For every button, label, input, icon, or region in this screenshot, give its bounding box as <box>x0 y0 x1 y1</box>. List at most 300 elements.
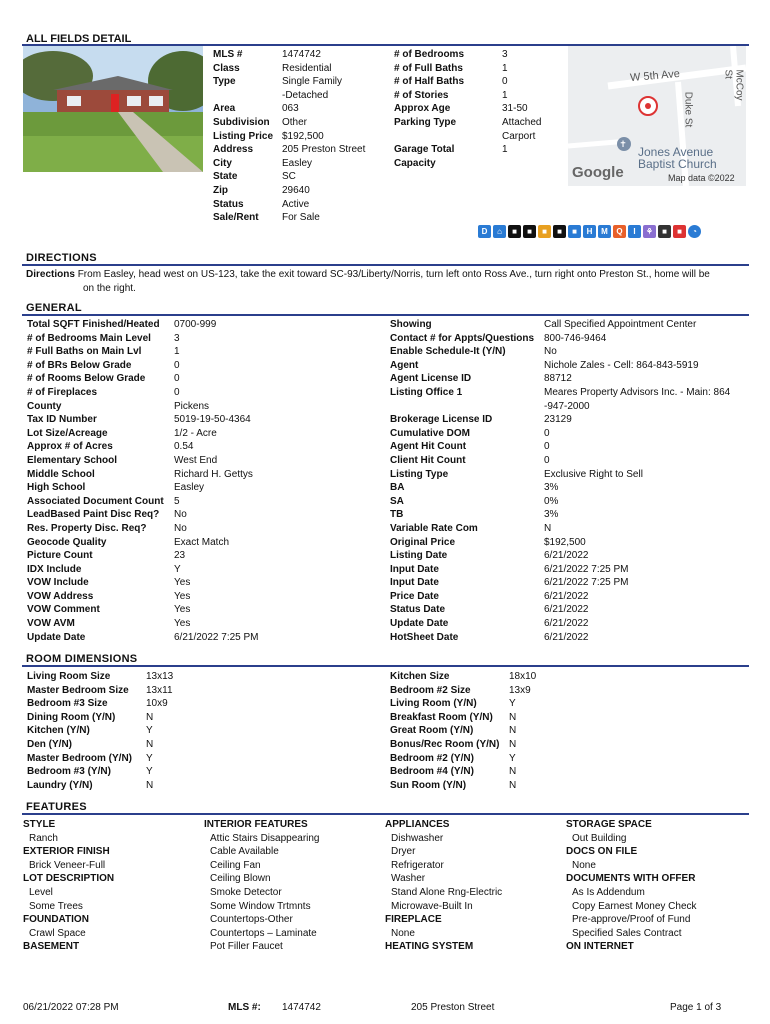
kv-row <box>390 386 731 400</box>
field-label: Approx # of Acres <box>27 441 113 453</box>
field-value: West End <box>174 454 218 466</box>
kv-row <box>27 549 186 563</box>
field-value: Exclusive Right to Sell <box>544 468 643 480</box>
kv-row <box>390 359 699 373</box>
field-label: Bedroom #4 (Y/N) <box>390 766 474 778</box>
field-label: Contact # for Appts/Questions <box>390 332 535 344</box>
general-heading: GENERAL <box>26 302 82 314</box>
field-value: N <box>509 779 517 791</box>
kv-row <box>390 603 589 617</box>
map-street-label: McCoy St <box>722 69 745 101</box>
field-label: Geocode Quality <box>27 536 107 548</box>
field-value: 13x13 <box>146 671 174 682</box>
location-map[interactable] <box>568 46 746 186</box>
field-value: Easley <box>174 482 205 494</box>
kv-row <box>213 157 313 171</box>
field-value: SC <box>282 171 296 183</box>
field-value: 0 <box>544 441 550 453</box>
kv-row <box>213 102 299 116</box>
field-label: Input Date <box>390 577 439 589</box>
section-rule <box>22 665 749 667</box>
svg-text:✝: ✝ <box>619 140 627 150</box>
feature-category: LOT DESCRIPTION <box>23 873 115 885</box>
field-label: Breakfast Room (Y/N) <box>390 711 493 723</box>
kv-row <box>390 495 559 509</box>
feature-item: Brick Veneer-Full <box>29 859 106 871</box>
field-label: BA <box>390 482 405 494</box>
feature-item: Crawl Space <box>29 927 86 939</box>
field-value: 6/21/2022 <box>544 590 589 602</box>
field-value: 31-50 <box>502 103 528 115</box>
kv-row <box>390 576 629 590</box>
map-street-label: W 5th Ave <box>629 67 681 85</box>
field-label: MLS # <box>213 49 243 60</box>
section-rule <box>22 314 749 316</box>
kv-row <box>390 563 629 577</box>
field-value: Meares Property Advisors Inc. - Main: 864 <box>544 386 731 398</box>
field-value: 800-746-9464 <box>544 332 607 344</box>
kv-row <box>213 48 321 62</box>
directions-line <box>26 268 748 282</box>
field-label: Den (Y/N) <box>27 738 72 750</box>
info-icon[interactable]: I <box>628 225 641 238</box>
field-value: Yes <box>174 590 191 602</box>
feature-category: DOCS ON FILE <box>566 846 638 858</box>
field-label: Class <box>213 62 240 74</box>
questions-icon[interactable]: Q <box>613 225 626 238</box>
feature-item: Some Window Trtmnts <box>210 900 311 912</box>
field-label: # of Bedrooms <box>394 49 465 60</box>
feature-item: Level <box>29 886 53 898</box>
field-label: Associated Document Count <box>27 495 164 507</box>
field-label: Agent License ID <box>390 373 472 385</box>
field-value: 6/21/2022 <box>544 618 589 630</box>
footer-datetime: 06/21/2022 07:28 PM <box>23 1002 119 1013</box>
kv-row <box>390 724 517 738</box>
field-label: Input Date <box>390 563 439 575</box>
field-value: 23129 <box>544 414 572 426</box>
field-label: Living Room Size <box>27 671 111 682</box>
field-value: 6/21/2022 7:25 PM <box>544 577 629 589</box>
field-label: Agent <box>390 359 419 371</box>
kv-row <box>27 779 154 793</box>
field-label: Elementary School <box>27 454 118 466</box>
field-label: Laundry (Y/N) <box>27 779 93 791</box>
feature-item: Refrigerator <box>391 859 444 871</box>
field-label: Garage Total <box>394 144 455 156</box>
field-label: High School <box>27 482 86 494</box>
feature-item: None <box>391 927 415 939</box>
property-photo[interactable] <box>23 46 203 172</box>
kv-row <box>27 413 251 427</box>
directions-text <box>26 268 748 296</box>
field-label: Great Room (Y/N) <box>390 725 474 737</box>
kv-row <box>27 563 181 577</box>
kv-row <box>390 413 572 427</box>
field-label: Bedroom #3 (Y/N) <box>27 766 111 778</box>
directions-label: Directions <box>26 269 75 280</box>
kv-row <box>27 536 230 550</box>
kv-row <box>27 724 153 738</box>
kv-row <box>394 157 464 171</box>
field-value: N <box>544 522 552 534</box>
feature-item: Dishwasher <box>391 832 444 844</box>
kv-row <box>390 318 697 332</box>
field-label: Showing <box>390 319 432 330</box>
field-label: Brokerage License ID <box>390 414 493 426</box>
field-label: Agent Hit Count <box>390 441 467 453</box>
kv-row <box>27 386 180 400</box>
alert-icon[interactable]: ■ <box>673 225 686 238</box>
footer-page-number: Page 1 of 3 <box>670 1002 722 1013</box>
feature-item: Specified Sales Contract <box>572 927 682 939</box>
field-value: N <box>146 738 154 750</box>
kv-row <box>27 711 154 725</box>
field-value: N <box>509 725 517 737</box>
kv-row <box>27 372 180 386</box>
field-label: Price Date <box>390 590 439 602</box>
field-value: 0 <box>174 359 180 371</box>
features-col-1 <box>23 818 114 954</box>
field-value: N <box>509 766 517 778</box>
field-value: Y <box>509 698 516 710</box>
field-label: Status <box>213 198 244 210</box>
kv-row <box>213 211 320 225</box>
feature-category: STYLE <box>23 819 56 830</box>
feature-item: Countertops – Laminate <box>210 927 317 939</box>
flower-icon[interactable]: ⚘ <box>643 225 656 238</box>
kv-row <box>213 89 329 103</box>
section-rule <box>22 813 749 815</box>
field-label: Type <box>213 76 236 88</box>
kv-row <box>27 522 187 536</box>
kv-row <box>213 75 343 89</box>
kv-row <box>27 400 210 414</box>
kv-row <box>213 143 366 157</box>
photo-icon[interactable]: ■ <box>523 225 536 238</box>
field-value: 3% <box>544 482 559 494</box>
map-poi-label: Baptist Church <box>638 157 717 171</box>
field-label: Master Bedroom (Y/N) <box>27 752 133 764</box>
field-label: Zip <box>213 184 228 196</box>
field-label: Approx Age <box>394 103 451 115</box>
field-value: 3 <box>174 332 180 344</box>
feature-item: Dryer <box>391 846 416 858</box>
feature-category: STORAGE SPACE <box>566 819 652 830</box>
listing-icon-strip <box>478 225 701 241</box>
field-value: Other <box>282 116 308 128</box>
field-label: VOW Include <box>27 577 89 589</box>
field-value: 0 <box>174 386 180 398</box>
field-value: 29640 <box>282 184 310 196</box>
share-icon[interactable]: ◔ <box>688 225 701 238</box>
kv-row <box>27 617 191 631</box>
field-value: Y <box>146 725 153 737</box>
feature-category: FIREPLACE <box>385 914 442 926</box>
features-heading: FEATURES <box>26 801 87 813</box>
field-value: 1 <box>502 62 508 74</box>
field-value: $192,500 <box>282 130 324 142</box>
field-value: 0700-999 <box>174 319 217 330</box>
field-value: 0.54 <box>174 441 194 453</box>
field-value: 0 <box>502 76 508 88</box>
feature-item: Countertops-Other <box>210 914 293 926</box>
kv-row <box>27 752 153 766</box>
kv-row <box>390 549 589 563</box>
field-label: Sun Room (Y/N) <box>390 779 467 791</box>
field-value: Easley <box>282 157 313 169</box>
kv-row <box>213 130 324 144</box>
field-label: Listing Type <box>390 468 449 480</box>
rooms-right-col <box>390 670 537 792</box>
camera-icon[interactable]: ■ <box>508 225 521 238</box>
feature-category: HEATING SYSTEM <box>385 941 474 953</box>
field-label: Bedroom #3 Size <box>27 698 108 710</box>
field-value: Exact Match <box>174 536 230 548</box>
kv-row <box>394 116 542 130</box>
field-value: Y <box>509 752 516 764</box>
kv-row <box>27 359 180 373</box>
field-label: Tax ID Number <box>27 414 97 426</box>
field-value: 88712 <box>544 373 572 385</box>
field-value: 1 <box>174 346 180 358</box>
kv-row <box>27 631 259 645</box>
kv-row <box>213 198 310 212</box>
kv-row <box>390 697 516 711</box>
field-value: N <box>509 738 517 750</box>
kv-row <box>213 170 296 184</box>
kv-row <box>390 522 552 536</box>
kv-row <box>27 468 253 482</box>
directions-heading: DIRECTIONS <box>26 252 97 264</box>
field-value: 3% <box>544 509 559 521</box>
field-value: 18x10 <box>509 671 537 682</box>
kv-row <box>394 75 508 89</box>
feature-item: Pre-approve/Proof of Fund <box>572 914 691 926</box>
field-label: Variable Rate Com <box>390 522 478 534</box>
video-icon[interactable]: ■ <box>553 225 566 238</box>
field-label: Res. Property Disc. Req? <box>27 522 147 534</box>
feature-item: Cable Available <box>210 846 279 858</box>
kv-row <box>213 62 332 76</box>
kv-row <box>390 738 517 752</box>
field-label: Picture Count <box>27 550 93 562</box>
field-label: Total SQFT Finished/Heated <box>27 319 160 330</box>
field-value: 13x11 <box>146 684 173 696</box>
kv-row <box>27 427 217 441</box>
kv-row <box>27 738 154 752</box>
field-value: 1474742 <box>282 49 321 60</box>
kv-row <box>390 670 537 684</box>
kv-row <box>27 332 180 346</box>
field-value: 3 <box>502 49 508 60</box>
field-label: Capacity <box>394 157 436 169</box>
feature-item: Microwave-Built In <box>391 900 473 912</box>
field-value: No <box>544 346 557 358</box>
field-value: 13x9 <box>509 684 531 696</box>
field-value: Richard H. Gettys <box>174 468 253 480</box>
kv-row <box>390 617 589 631</box>
features-col-2 <box>204 818 320 954</box>
field-label: Listing Office 1 <box>390 386 463 398</box>
field-value: Yes <box>174 618 191 630</box>
kv-row <box>394 48 508 62</box>
kv-row <box>390 536 586 550</box>
directions-value: From Easley, head west on US-123, take the exit toward SC-93/Liberty/Norris, turn left onto Ross Ave., turn right onto Preston St., home will be <box>77 269 710 280</box>
kv-row <box>394 102 528 116</box>
kv-row <box>27 345 180 359</box>
field-value: Residential <box>282 62 332 74</box>
field-label: # Full Baths on Main Lvl <box>27 346 142 358</box>
feature-category: ON INTERNET <box>566 941 634 953</box>
field-label: Master Bedroom Size <box>27 684 129 696</box>
field-label: Enable Schedule-It (Y/N) <box>390 346 506 358</box>
google-logo: Google <box>572 164 624 181</box>
kv-row <box>27 508 187 522</box>
gallery-icon[interactable]: ■ <box>658 225 671 238</box>
kv-row <box>390 765 517 779</box>
kv-row <box>27 318 217 332</box>
map-icon[interactable]: M <box>598 225 611 238</box>
feature-category: EXTERIOR FINISH <box>23 846 110 858</box>
kv-row <box>390 481 559 495</box>
field-label: County <box>27 400 62 412</box>
field-label: VOW AVM <box>27 618 75 630</box>
kv-row <box>27 603 191 617</box>
field-value: N <box>146 779 154 791</box>
kv-row <box>390 400 590 414</box>
map-street-label: Duke St <box>682 91 694 128</box>
field-label: LeadBased Paint Disc Req? <box>27 509 160 521</box>
field-value: 6/21/2022 7:25 PM <box>174 631 259 643</box>
field-value: N <box>509 711 517 723</box>
field-value: N <box>146 711 154 723</box>
section-rule <box>22 264 749 266</box>
field-value: 6/21/2022 <box>544 604 589 616</box>
field-label: # of Half Baths <box>394 76 465 88</box>
kv-row <box>394 143 508 157</box>
page-title: ALL FIELDS DETAIL <box>26 33 132 45</box>
feature-item: As Is Addendum <box>572 886 645 898</box>
field-label: VOW Comment <box>27 604 100 616</box>
field-value: $192,500 <box>544 536 586 548</box>
kv-row <box>390 590 589 604</box>
field-value: 0 <box>544 454 550 466</box>
map-poi-label: Jones Avenue <box>638 145 714 159</box>
field-label: Parking Type <box>394 116 457 128</box>
feature-category: FOUNDATION <box>23 914 89 926</box>
kv-row <box>390 711 517 725</box>
field-label: Client Hit Count <box>390 454 466 466</box>
field-label: # of BRs Below Grade <box>27 359 132 371</box>
history-icon[interactable]: H <box>583 225 596 238</box>
kv-row <box>27 576 191 590</box>
documents-icon[interactable]: D <box>478 225 491 238</box>
field-value: No <box>174 522 187 534</box>
field-label: SA <box>390 495 404 507</box>
field-label: # of Bedrooms Main Level <box>27 332 151 344</box>
kv-row <box>394 89 508 103</box>
field-value: Call Specified Appointment Center <box>544 319 697 330</box>
field-label: Dining Room (Y/N) <box>27 711 116 723</box>
feature-item: Some Trees <box>29 900 83 912</box>
kv-row <box>390 752 516 766</box>
kv-row <box>213 184 310 198</box>
feature-item: Washer <box>391 873 426 885</box>
feature-item: Attic Stairs Disappearing <box>210 832 320 844</box>
field-value: Y <box>174 563 181 575</box>
field-label: Update Date <box>390 618 449 630</box>
kv-row <box>390 440 550 454</box>
field-value: -Detached <box>282 89 329 101</box>
rooms-left-col <box>27 670 174 792</box>
kv-row <box>27 765 153 779</box>
kv-row <box>390 684 531 698</box>
kv-row <box>390 779 517 793</box>
footer-mls-label: MLS #: <box>228 1002 261 1013</box>
field-value: Nichole Zales - Cell: 864-843-5919 <box>544 359 699 371</box>
kv-row <box>394 130 536 144</box>
field-label: # of Fireplaces <box>27 386 98 398</box>
feature-item: Ceiling Fan <box>210 859 261 871</box>
general-right-col <box>390 318 731 644</box>
home-icon[interactable]: ⌂ <box>493 225 506 238</box>
features-col-4 <box>566 818 697 954</box>
field-value: 205 Preston Street <box>282 144 366 156</box>
folder-icon[interactable]: ■ <box>538 225 551 238</box>
map-credit: Map data ©2022 <box>668 173 735 183</box>
field-value: 1 <box>502 89 508 101</box>
general-left-col <box>27 318 259 644</box>
field-value: 1 <box>502 144 508 156</box>
feature-item: Out Building <box>572 832 627 844</box>
feature-item: Pot Filler Faucet <box>210 941 283 953</box>
field-value: 0 <box>544 427 550 439</box>
field-value: 23 <box>174 550 186 562</box>
field-label: Update Date <box>27 631 86 643</box>
field-label: Area <box>213 103 236 115</box>
field-value: 1/2 - Acre <box>174 427 217 439</box>
field-label: Subdivision <box>213 116 270 128</box>
field-label: State <box>213 171 238 183</box>
footer-address: 205 Preston Street <box>411 1002 495 1013</box>
field-label: Kitchen (Y/N) <box>27 725 90 737</box>
field-value: Y <box>146 766 153 778</box>
kv-row <box>27 590 191 604</box>
calendar-icon[interactable]: ■ <box>568 225 581 238</box>
field-value: Yes <box>174 577 191 589</box>
kv-row <box>27 684 173 698</box>
field-value: Y <box>146 752 153 764</box>
field-label: Cumulative DOM <box>390 427 471 439</box>
field-label: Kitchen Size <box>390 671 450 682</box>
feature-item: Smoke Detector <box>210 886 282 898</box>
field-label: City <box>213 157 232 169</box>
header-details-col1 <box>213 48 366 225</box>
kv-row <box>213 116 308 130</box>
field-value: 6/21/2022 7:25 PM <box>544 563 629 575</box>
field-value: Yes <box>174 604 191 616</box>
kv-row <box>390 427 550 441</box>
field-value: 5019-19-50-4364 <box>174 414 251 426</box>
feature-item: None <box>572 859 596 871</box>
field-label: IDX Include <box>27 563 82 575</box>
field-value: 063 <box>282 103 299 115</box>
field-label: Listing Date <box>390 550 448 562</box>
feature-item: Ceiling Blown <box>210 873 271 885</box>
field-label: Status Date <box>390 604 446 616</box>
field-value: 10x9 <box>146 698 168 710</box>
